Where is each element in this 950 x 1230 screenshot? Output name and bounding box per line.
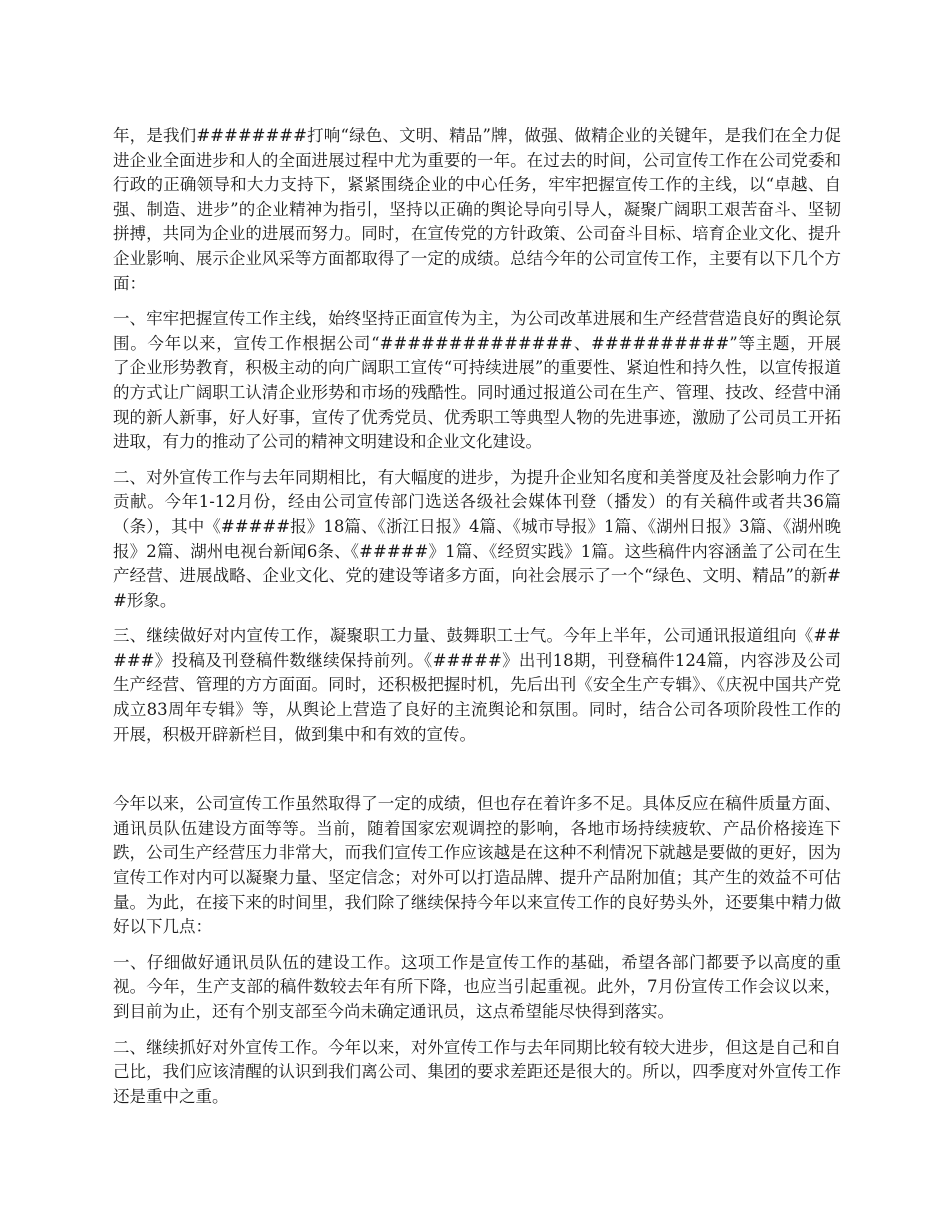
paragraph-intro: 年，是我们########打响“绿色、文明、精品”牌，做强、做精企业的关键年，是我们在全力促进企业全面进步和人的全面进展过程中尤为重要的一年。在过去的时间，公司宣传工作在公司党委和行政的正确领导和大力支持下，紧紧围绕企业的中心任务，牢牢把握宣传工作的主线，以“卓越、自强、制造、进步”的企业精神为指引，坚持以正确的舆论导向引导人，凝聚广阔职工艰苦奋斗、坚韧拼搏，共同为企业的进展而努力。同时，在宣传党的方针政策、公司奋斗目标、培育企业文化、提升企业影响、展示企业风采等方面都取得了一定的成绩。总结今年的公司宣传工作，主要有以下几个方面： <box>113 126 841 293</box>
document-body <box>113 124 841 1120</box>
paragraph-point-2: 二、对外宣传工作与去年同期相比，有大幅度的进步，为提升企业知名度和美誉度及社会影响力作了贡献。今年1-12月份，经由公司宣传部门选送各级社会媒体刊登（播发）的有关稿件或者共36篇（条），其中《#####报》18篇、《浙江日报》4篇、《城市导报》1篇、《湖州日报》3篇、《湖州晚报》2篇、湖州电视台新闻6条、《#####》1篇、《经贸实践》1篇。这些稿件内容涵盖了公司在生产经营、进展战略、企业文化、党的建设等诸多方面，向社会展示了一个“绿色、文明、精品”的新##形象。 <box>113 467 841 610</box>
paragraph-point-1: 一、牢牢把握宣传工作主线，始终坚持正面宣传为主，为公司改革进展和生产经营营造良好的舆论氛围。今年以来，宣传工作根据公司“##############、##########”等主题，开展了企业形势教育，积极主动的向广阔职工宣传“可持续进展”的重要性、紧迫性和持久性，以宣传报道的方式让广阔职工认清企业形势和市场的残酷性。同时通过报道公司在生产、管理、技改、经营中涌现的新人新事，好人好事，宣传了优秀党员、优秀职工等典型人物的先进事迹，激励了公司员工开拓进取，有力的推动了公司的精神文明建设和企业文化建设。 <box>113 309 841 452</box>
section-gap <box>113 758 841 792</box>
paragraph-plan-2: 二、继续抓好对外宣传工作。今年以来，对外宣传工作与去年同期比较有较大进步，但这是自己和自己比，我们应该清醒的认识到我们离公司、集团的要求差距还是很大的。所以，四季度对外宣传工作还是重中之重。 <box>113 1037 841 1106</box>
paragraph-shortcomings: 今年以来，公司宣传工作虽然取得了一定的成绩，但也存在着许多不足。具体反应在稿件质量方面、通讯员队伍建设方面等等。当前，随着国家宏观调控的影响，各地市场持续疲软、产品价格接连下跌，公司生产经营压力非常大，而我们宣传工作应该越是在这种不利情况下就越是要做的更好，因为宣传工作对内可以凝聚力量、坚定信念；对外可以打造品牌、提升产品附加值；其产生的效益不可估量。为此，在接下来的时间里，我们除了继续保持今年以来宣传工作的良好势头外，还要集中精力做好以下几点： <box>113 794 841 937</box>
paragraph-point-3: 三、继续做好对内宣传工作，凝聚职工力量、鼓舞职工士气。今年上半年，公司通讯报道组向《#####》投稿及刊登稿件数继续保持前列。《#####》出刊18期，刊登稿件124篇，内容涉及公司生产经营、管理的方方面面。同时，还积极把握时机，先后出刊《安全生产专辑》、《庆祝中国共产党成立83周年专辑》等，从舆论上营造了良好的主流舆论和氛围。同时，结合公司各项阶段性工作的开展，积极开辟新栏目，做到集中和有效的宣传。 <box>113 626 841 744</box>
paragraph-plan-1: 一、仔细做好通讯员队伍的建设工作。这项工作是宣传工作的基础，希望各部门都要予以高度的重视。今年，生产支部的稿件数较去年有所下降，也应当引起重视。此外，7月份宣传工作会议以来，到目前为止，还有个别支部至今尚未确定通讯员，这点希望能尽快得到落实。 <box>113 952 841 1021</box>
